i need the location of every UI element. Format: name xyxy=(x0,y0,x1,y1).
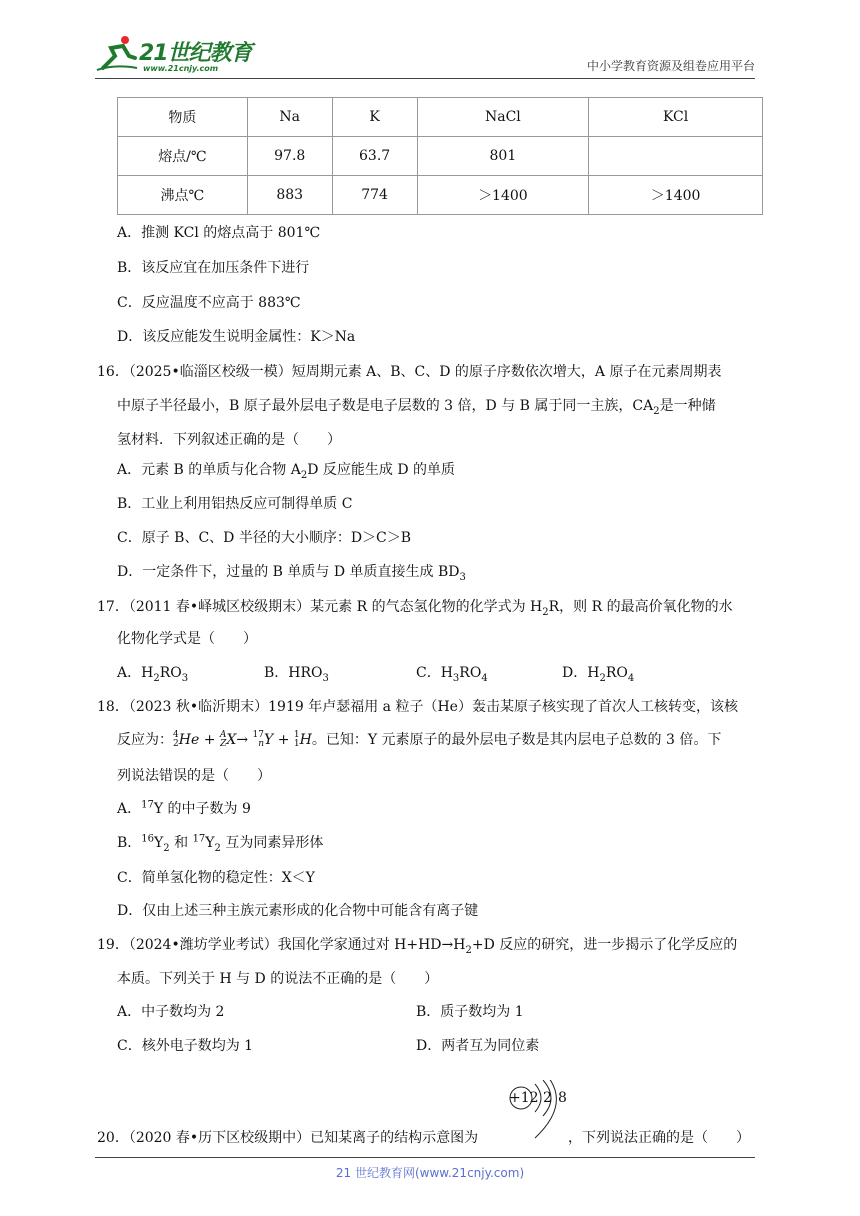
table-cell: 物质 xyxy=(118,98,248,137)
q17-option-c xyxy=(416,662,488,684)
symbol: X xyxy=(226,732,237,748)
nuclear-equation xyxy=(173,732,312,748)
q16-option-a xyxy=(117,459,455,481)
text-span: 17．（2011 春•峄城区校级期末）某元素 R 的气态氢化物的化学式为 H xyxy=(97,599,543,615)
table-cell: 801 xyxy=(417,137,589,176)
mass-number: 1 xyxy=(293,730,300,740)
page-header xyxy=(95,28,755,79)
q17-option-d xyxy=(562,662,634,684)
text-span: 互为同素异形体 xyxy=(220,835,324,851)
atomic-number: Z xyxy=(220,739,227,749)
q16-stem-line1: 16．（2025•临淄区校级一模）短周期元素 A、B、C、D 的原子序数依次增大，A 原子在元素周期表 xyxy=(97,364,722,380)
q15-option-b: B．该反应宜在加压条件下进行 xyxy=(117,260,310,276)
q18-option-d: D．仅由上述三种主族元素形成的化合物中可能含有离子键 xyxy=(117,903,479,919)
subscript: 2 xyxy=(163,842,170,854)
text-span: 19．（2024•潍坊学业考试）我国化学家通过对 H+HD→H xyxy=(97,937,466,953)
subscript: 2 xyxy=(653,405,660,417)
shell-2-electrons: 8 xyxy=(558,1090,567,1106)
mass-number: 4 xyxy=(173,730,179,740)
table-cell xyxy=(589,137,763,176)
text-span: 中原子半径最小，B 原子最外层电子数是电子层数的 3 倍，D 与 B 属于同一主族，CA xyxy=(117,398,654,414)
q19-option-c: C．核外电子数均为 1 xyxy=(117,1038,254,1054)
logo-url: www.21cnjy.com xyxy=(143,64,219,73)
table-cell: 沸点℃ xyxy=(118,176,248,215)
table-cell: Na xyxy=(247,98,332,137)
text-span: A．H xyxy=(117,665,154,681)
plus-sign: + xyxy=(277,732,290,748)
q19-option-d: D．两者互为同位素 xyxy=(416,1038,540,1054)
atomic-number: 2 xyxy=(173,739,179,749)
table-cell: ＞1400 xyxy=(589,176,763,215)
q16-stem-line3: 氢材料．下列叙述正确的是（ ） xyxy=(117,432,341,448)
table-cell: ＞1400 xyxy=(417,176,589,215)
subscript: 2 xyxy=(214,842,221,854)
subscript: 2 xyxy=(542,606,549,618)
footer-rule xyxy=(95,1157,755,1158)
text-span: B．HRO xyxy=(264,665,323,681)
q18-stem-line2 xyxy=(117,729,721,749)
q16-option-d xyxy=(117,561,466,583)
table-cell: 63.7 xyxy=(332,137,417,176)
text-span: B． xyxy=(117,835,142,851)
superscript: 16 xyxy=(141,833,155,845)
table-cell: 97.8 xyxy=(247,137,332,176)
q15-option-c: C．反应温度不应高于 883℃ xyxy=(117,295,301,311)
text-span: D．一定条件下，过量的 B 单质与 D 单质直接生成 BD xyxy=(117,564,460,580)
text-span: 和 xyxy=(169,835,193,851)
table-cell: 883 xyxy=(247,176,332,215)
text-span: D 反应能生成 D 的单质 xyxy=(307,462,456,478)
q16-stem-line2 xyxy=(117,395,716,417)
table-cell: 774 xyxy=(332,176,417,215)
q18-option-a xyxy=(117,798,251,818)
q20-stem-part1: 20．（2020 春•历下区校级期中）已知某离子的结构示意图为 xyxy=(97,1130,479,1146)
subscript: 2 xyxy=(465,944,472,956)
atomic-number: n xyxy=(258,739,264,749)
text-span: RO xyxy=(459,665,482,681)
q19-option-b: B．质子数均为 1 xyxy=(416,1004,524,1020)
atomic-number: 1 xyxy=(293,739,300,749)
text-span: 是一种储 xyxy=(659,398,716,414)
q17-stem-line1 xyxy=(97,596,733,618)
table-row xyxy=(118,176,763,215)
subscript: 4 xyxy=(627,672,635,684)
subscript: 2 xyxy=(599,672,606,684)
text-span: Y xyxy=(205,835,215,851)
text-span: Y xyxy=(154,835,164,851)
table-row xyxy=(118,137,763,176)
mass-number: 17 xyxy=(252,730,264,740)
symbol: Y xyxy=(263,732,274,748)
q17-option-b xyxy=(264,662,329,684)
shell-1-electrons: 2 xyxy=(543,1090,552,1106)
subscript: 3 xyxy=(322,672,329,684)
q17-stem-line2: 化物化学式是（ ） xyxy=(117,631,257,647)
text-span: RO xyxy=(605,665,628,681)
properties-table xyxy=(117,97,763,215)
q18-stem-line3: 列说法错误的是（ ） xyxy=(117,768,271,784)
logo-text: 21世纪教育 xyxy=(139,41,252,66)
subscript: 3 xyxy=(452,672,460,684)
plus-sign: + xyxy=(203,732,216,748)
q18-stem-line1: 18．（2023 秋•临沂期末）1919 年卢瑟福用 a 粒子（He）轰击某原子核实现了首次人工核转变，该核 xyxy=(97,699,738,715)
q19-option-a: A．中子数均为 2 xyxy=(117,1004,225,1020)
text-span: RO xyxy=(159,665,182,681)
text-span: A． xyxy=(117,801,142,817)
symbol: H xyxy=(299,732,312,748)
subscript: 3 xyxy=(181,672,189,684)
subscript: 4 xyxy=(481,672,488,684)
text-span: A．元素 B 的单质与化合物 A xyxy=(117,462,301,478)
subscript: 3 xyxy=(459,571,466,583)
q18-option-c: C．简单氢化物的稳定性：X＜Y xyxy=(117,870,315,886)
footer-link[interactable]: 21 世纪教育网(www.21cnjy.com) xyxy=(335,1166,525,1180)
q19-stem-line1 xyxy=(97,934,737,956)
q16-option-c: C．原子 B、C、D 半径的大小顺序：D＞C＞B xyxy=(117,530,412,546)
table-cell: K xyxy=(332,98,417,137)
nucleus-charge: +12 xyxy=(509,1090,539,1106)
q19-stem-line2: 本质。下列关于 H 与 D 的说法不正确的是（ ） xyxy=(117,971,439,987)
text-span: 反应为： xyxy=(117,732,173,748)
table-header-row xyxy=(118,98,763,137)
q16-option-b: B．工业上利用铝热反应可制得单质 C xyxy=(117,496,353,512)
runner-logo-icon xyxy=(95,34,139,74)
text-span: R，则 R 的最高价氧化物的水 xyxy=(548,599,733,615)
text-span: Y 的中子数为 9 xyxy=(153,801,251,817)
symbol: He xyxy=(178,732,200,748)
table-cell: KCl xyxy=(589,98,763,137)
text-span: +D 反应的研究，进一步揭示了化学反应的 xyxy=(471,937,738,953)
site-logo xyxy=(95,34,265,74)
platform-title: 中小学教育资源及组卷应用平台 xyxy=(586,59,755,73)
text-span: D．H xyxy=(562,665,600,681)
q15-option-a: A．推测 KCl 的熔点高于 801℃ xyxy=(117,225,321,241)
mass-number: A xyxy=(219,730,227,740)
q17-option-a xyxy=(117,662,188,684)
text-span: C．H xyxy=(416,665,453,681)
q18-option-b xyxy=(117,832,323,854)
arrow: → xyxy=(236,732,249,748)
superscript: 17 xyxy=(141,799,154,811)
text-span: 。已知：Y 元素原子的最外层电子数是其内层电子总数的 3 倍。下 xyxy=(311,732,722,748)
subscript: 2 xyxy=(300,469,308,481)
table-cell: 熔点/℃ xyxy=(118,137,248,176)
table-cell: NaCl xyxy=(417,98,589,137)
q15-option-d: D．该反应能发生说明金属性：K＞Na xyxy=(117,329,356,345)
superscript: 17 xyxy=(192,833,206,845)
q20-stem-part2: ，下列说法正确的是（ ） xyxy=(568,1130,750,1146)
subscript: 2 xyxy=(153,672,160,684)
